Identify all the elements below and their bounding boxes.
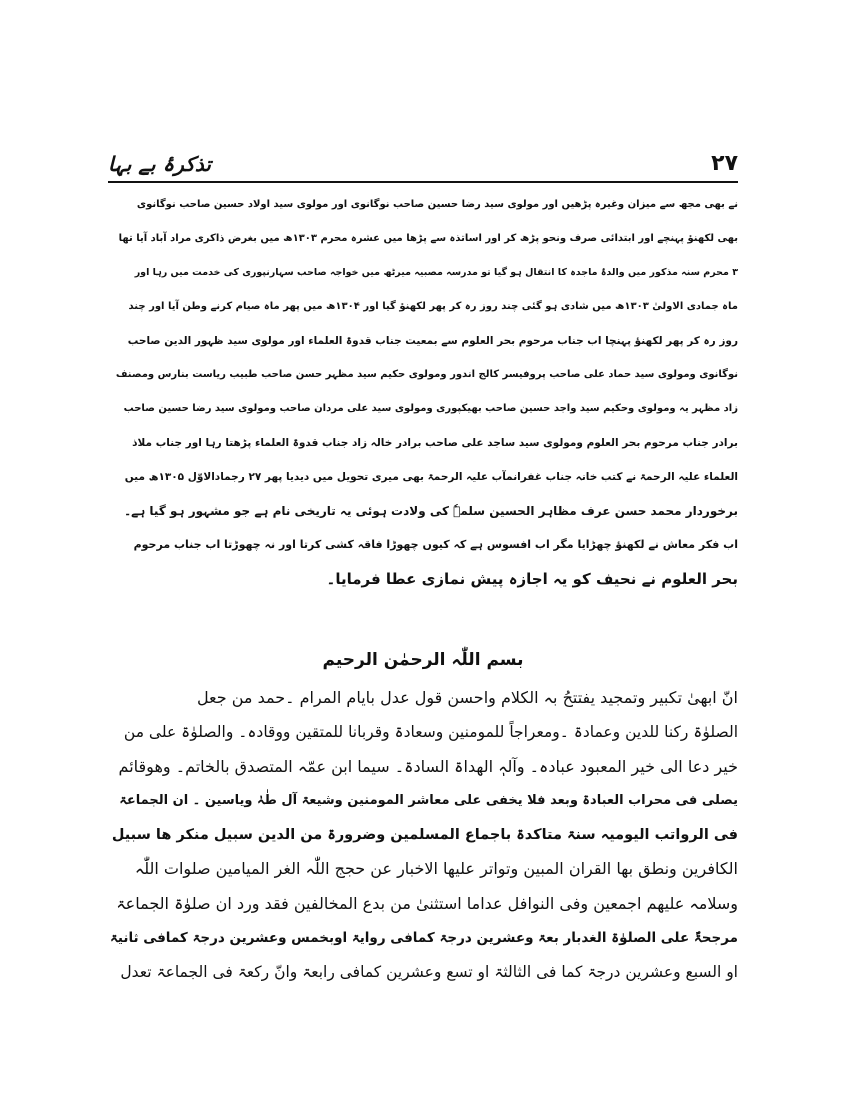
text-line: الصلوٰۃ رکنا للدین وعمادۃ ۔ومعراجاً للمومنین وسعادۃ وقربانا للمتقین ووقادہ۔ والصلوٰۃ علی من [123,723,738,742]
text-line: نے بھی مجھ سے میزان وغیرہ پڑھیں اور مولوی سید رضا حسین صاحب نوگانوی اور مولوی سید اولاد حسین صاحب نوگانوی [136,199,738,210]
text-line: یصلی فی محراب العبادۃ وبعد فلا یخفی علی معاشر المومنین وشیعۃ آل طٰہٰ ویاسین ۔ ان الجماعۃ [119,792,738,808]
text-line: برخوردار محمد حسن عرف مظاہر الحسین سلمہٗ کی ولادت ہوئی یہ تاریخی نام ہے جو مشہور ہو گیا ہے۔ [124,504,738,518]
text-line: فی الرواتب الیومیہ سنۃ متاکدۃ باجماع المسلمین وضرورۃ من الدین سبیل منکر ھا سبیل [111,827,738,844]
text-line: خیر دعا الی خیر المعبود عبادہ۔ وآلہٖ الھداۃ السادۃ۔ سیما ابن عمّہ المتصدق بالخاتم۔ وھوقائم [118,756,738,776]
text-line: برادر جناب مرحوم بحر العلوم ومولوی سید ساجد علی صاحب برادر خالہ زاد جناب قدوۃ العلماء پڑھتا رہا اور جناب ملاذ [132,437,738,449]
text-line: ماہ جمادی الاولیٰ ۱۳۰۳ھ میں شادی ہو گئی چند روز رہ کر پھر لکھنؤ گیا اور ۱۳۰۴ھ میں پھر ماہ صیام کرنے وطن آیا اور چند [128,301,738,312]
text-line: اب فکر معاش نے لکھنؤ چھڑایا مگر اب افسوس ہے کہ کیوں چھوڑا فاقہ کشی کرتا اور نہ چھوڑتا اب جناب مرحوم [133,538,738,551]
text-line: زاد مظہر یہ ومولوی وحکیم سید واجد حسین صاحب بھیکپوری ومولوی سید علی مردان صاحب ومولوی سید رضا حسین صاحب [123,403,738,414]
text-line: او السبع وعشرین درجۃ کما فی الثالثۃ او تسع وعشرین کمافی رابعۃ وانّ رکعۃ فی الجماعۃ تعدل [120,963,738,982]
urdu-paragraph [108,188,738,596]
text-line: بھی لکھنؤ پہنچے اور ابتدائی صرف ونحو پڑھ کر اور اساتذہ سے پڑھا میں عشرہ محرم ۱۳۰۳ھ میں بغرض ذاکری مراد آباد آیا تھا [118,233,738,244]
page-number: ۲۷ [711,151,738,176]
text-line: ۳ محرم سنہ مذکور میں والدۂ ماجدہ کا انتقال ہو گیا تو مدرسہ مصبیہ میرٹھ میں خواجہ صاحب سہارنپوری کی خدمت میں رہا اور [134,267,738,278]
text-line: وسلامہ علیھم اجمعین وفی النوافل عداما استثنیٰ من بدع المخالفین فقد ورد ان صلوٰۃ الجماعۃ [116,893,738,913]
basmala-heading: بسم اللّٰہ الرحمٰن الرحیم [322,650,524,670]
header-rule [108,181,738,183]
page-header [108,150,738,178]
text-line: مرجحۃٌ علی الصلوٰۃ الغدبار بعۃ وعشرین درجۃ کمافی روایۃ اوبخمس وعشرین درجۃ کمافی ثانیۃ [109,930,738,947]
text-line: العلماء علیہ الرحمۃ نے کتب خانہ جناب غفرانمآب علیہ الرحمۃ بھی میری تحویل میں دیدیا پھر ۲۷ رجمادالاوّل ۱۳۰۵ھ میں [124,471,738,483]
arabic-paragraph [108,681,738,990]
text-line: نوگانوی ومولوی سید حماد علی صاحب پروفیسر کالج اندور ومولوی حکیم سید مظہر حسن صاحب طبیب ریاست بنارس ومصنف [115,369,738,380]
running-title: تذکرۂ بے بہا [108,152,211,176]
text-line: الکافرین ونطق بھا القران المبین وتواتر علیھا الاخبار عن حجج اللّٰہ الغر المیامین صلوات اللّٰہ [134,859,738,879]
text-line: بحر العلوم نے نحیف کو یہ اجازہ پیش نمازی عطا فرمایا۔ [326,570,738,588]
text-line: انّ ابھیٰ تکبیر وتمجید یفتتحُ بہ الکلام واحسن قول عدل بایام المرام ۔حمد من جعل [196,688,738,707]
text-line: روز رہ کر پھر لکھنؤ پہنچا اب جناب مرحوم بحر العلوم سے بمعیت جناب قدوۃ العلماء اور مولوی سید ظہور الدین صاحب [127,335,738,347]
